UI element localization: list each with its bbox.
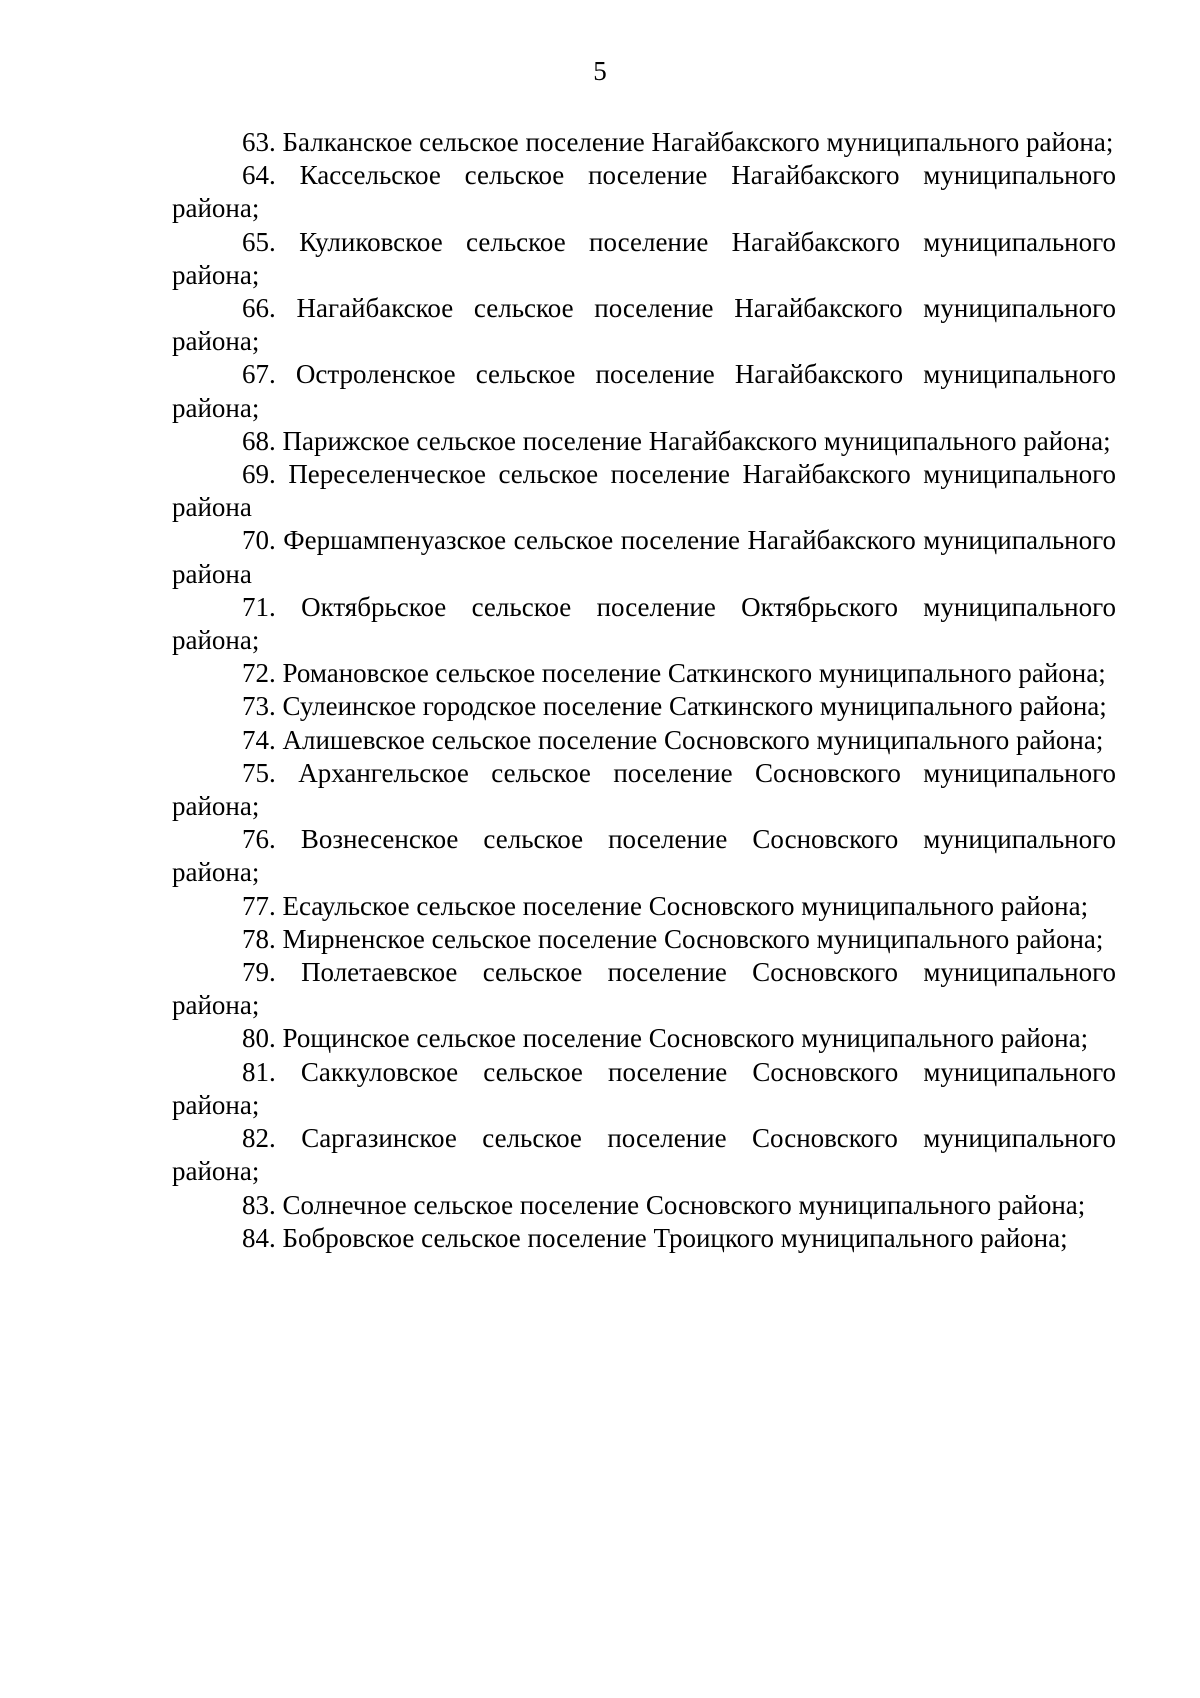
list-item-text: Есаульское сельское поселение Сосновского муниципального района; (282, 890, 1089, 921)
list-item-number: 72. (242, 658, 276, 689)
list-item (172, 126, 1116, 159)
list-item-text: Мирненское сельское поселение Сосновского муниципального района; (282, 923, 1104, 954)
list-item (172, 1122, 1116, 1188)
list-item-number: 79. (242, 957, 276, 988)
list-item (172, 923, 1116, 956)
list-item-number: 73. (242, 691, 276, 722)
page-number: 5 (593, 56, 607, 86)
list-item (172, 159, 1116, 225)
list-item (172, 425, 1116, 458)
list-item-number: 71. (242, 591, 276, 622)
list-item-text: Саккуловское сельское поселение Сосновского муниципального района; (172, 1056, 1117, 1120)
list-item-text: Фершампенуазское сельское поселение Нагайбакского муниципального района (172, 525, 1116, 589)
list-item-text: Архангельское сельское поселение Сосновского муниципального района; (172, 757, 1117, 822)
list-item (172, 823, 1116, 889)
list-item-text: Нагайбакское сельское поселение Нагайбакского муниципального района; (172, 293, 1116, 357)
list-item-number: 69. (242, 459, 276, 490)
list-item-text: Саргазинское сельское поселение Сосновского муниципального района; (172, 1123, 1116, 1187)
list-item (172, 226, 1116, 292)
list-item-text: Балканское сельское поселение Нагайбакского муниципального района; (282, 127, 1114, 157)
list-item-number: 75. (242, 757, 276, 788)
list-item (172, 292, 1116, 358)
list-item-number: 81. (242, 1056, 276, 1087)
list-item-number: 82. (242, 1123, 276, 1154)
list-item (172, 458, 1116, 524)
list-item-number: 76. (242, 824, 276, 855)
list-item-number: 74. (242, 724, 276, 755)
list-item-text: Рощинское сельское поселение Сосновского муниципального района; (282, 1023, 1089, 1054)
list-item (172, 524, 1116, 590)
list-item-text: Бобровское сельское поселение Троицкого муниципального района; (282, 1222, 1068, 1253)
list-item-text: Романовское сельское поселение Саткинского муниципального района; (282, 658, 1106, 689)
list-item-number: 84. (242, 1222, 276, 1253)
list-item-number: 83. (242, 1189, 276, 1220)
list-item-text: Куликовское сельское поселение Нагайбакского муниципального района; (172, 226, 1116, 290)
list-item-number: 64. (242, 160, 276, 191)
list-item-number: 77. (242, 890, 276, 921)
list-item (172, 1189, 1116, 1222)
settlement-list (172, 126, 1116, 1255)
list-item-text: Сулеинское городское поселение Саткинского муниципального района; (282, 691, 1107, 722)
list-item (172, 591, 1116, 657)
list-item (172, 1056, 1116, 1122)
list-item (172, 657, 1116, 690)
list-item (172, 890, 1116, 923)
list-item (172, 757, 1116, 823)
list-item (172, 956, 1116, 1022)
list-item-number: 63. (242, 127, 276, 157)
list-item-text: Солнечное сельское поселение Сосновского муниципального района; (282, 1189, 1086, 1220)
list-item-number: 68. (242, 425, 276, 456)
list-item (172, 724, 1116, 757)
list-item-number: 78. (242, 923, 276, 954)
list-item (172, 1222, 1116, 1255)
list-item-number: 80. (242, 1023, 276, 1054)
list-item-text: Остроленское сельское поселение Нагайбакского муниципального района; (172, 359, 1117, 423)
list-item (172, 1022, 1116, 1055)
list-item-number: 67. (242, 359, 276, 390)
list-item-text: Переселенческое сельское поселение Нагайбакского муниципального района (172, 459, 1117, 523)
list-item-number: 66. (242, 293, 276, 324)
list-item-text: Алишевское сельское поселение Сосновского муниципального района; (282, 724, 1104, 755)
list-item (172, 690, 1116, 723)
list-item (172, 358, 1116, 424)
list-item-text: Октябрьское сельское поселение Октябрьского муниципального района; (172, 591, 1116, 656)
list-item-text: Полетаевское сельское поселение Сосновского муниципального района; (172, 957, 1117, 1021)
list-item-number: 65. (242, 226, 276, 257)
list-item-text: Вознесенское сельское поселение Сосновского муниципального района; (172, 824, 1116, 888)
list-item-text: Парижское сельское поселение Нагайбакского муниципального района; (282, 425, 1111, 456)
list-item-number: 70. (242, 525, 276, 556)
list-item-text: Кассельское сельское поселение Нагайбакского муниципального района; (172, 160, 1116, 224)
